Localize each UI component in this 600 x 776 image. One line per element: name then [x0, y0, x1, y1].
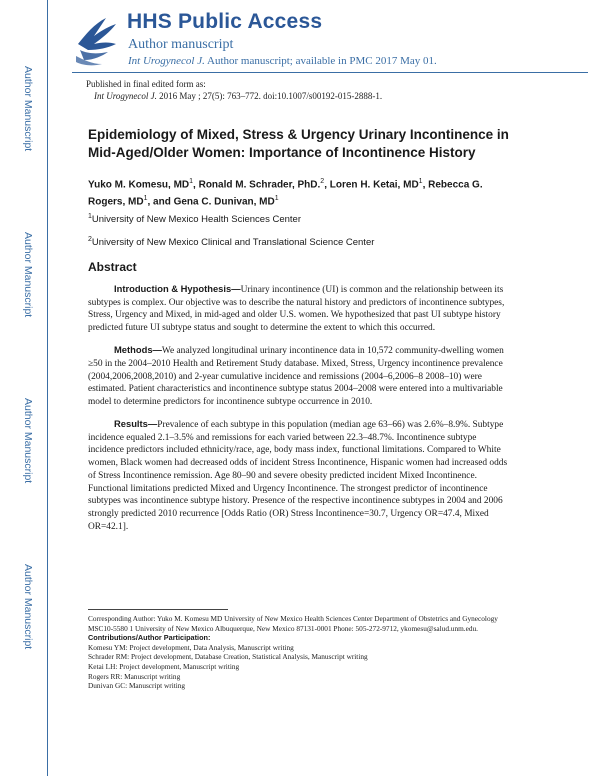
- journal-availability: Author manuscript; available in PMC 2017 May 01.: [204, 55, 437, 67]
- affiliation-text: University of New Mexico Health Sciences Center: [91, 213, 301, 225]
- author-affiliation-mark: 1: [189, 178, 194, 185]
- journal-name: Int Urogynecol J.: [128, 55, 205, 67]
- publication-info: [86, 78, 382, 102]
- contribution-item: Komesu YM: Project development, Data Analysis, Manuscript writing: [88, 642, 294, 652]
- affiliation: [88, 233, 510, 249]
- article-content: [88, 126, 510, 543]
- contribution-item: Schrader RM: Project development, Database Creation, Statistical Analysis, Manuscript writing: [88, 652, 368, 662]
- abstract-methods: [88, 344, 510, 409]
- author-affiliation-mark: 1: [143, 194, 148, 202]
- abstract-section-lead: Introduction & Hypothesis—: [114, 282, 241, 294]
- contribution-item: Ketai LH: Project development, Manuscript writing: [88, 661, 240, 671]
- abstract-results: [88, 418, 510, 533]
- publication-line: Published in final edited form as:: [86, 79, 206, 89]
- affiliation: [88, 210, 510, 226]
- author-affiliation-mark: 1: [274, 194, 279, 202]
- sidebar-label-author-manuscript: Author Manuscript: [22, 564, 34, 650]
- affiliation-mark: 1: [88, 212, 92, 220]
- abstract-section-text: Prevalence of each subtype in this population (median age 63–66) was 2.6%–8.9%. Subtype incidence equaled 2.1–3.5% and remissions for each varied between 22.3–48.7%. Incontinence subtype incidence predictors included ethnicity/race, age, body mass index, functional limitations. Compared to White women, Black women had decreased odds of incident Stress Incontinence, Hispanic women had increased odds of Stress Incontinence remission. Age 80–90 and severe obesity predicted incident Mixed Incontinence. Functional limitations predicted Mixed and Urgency Incontinence. The strongest predictor of incontinence subtypes was incontinence subtype history. Presence of the respective incontinence subtypes in 2004 and 2006 strongly predicted 2010 recurrence [Odds Ratio (OR) Stress Incontinence=30.7, Urgency OR=47.4, Mixed OR=42.1].: [88, 420, 508, 532]
- author-affiliation-mark: 2: [320, 178, 325, 185]
- author-separator: , and: [147, 196, 174, 208]
- abstract-section-lead: Results—: [114, 418, 158, 430]
- sidebar-label-author-manuscript: Author Manuscript: [22, 66, 34, 152]
- author-name: Rebecca G. Rogers, MD: [88, 179, 483, 208]
- hhs-title: HHS Public Access: [127, 10, 323, 33]
- author-name: Yuko M. Komesu, MD: [88, 179, 190, 191]
- header: [72, 12, 592, 74]
- contribution-item: Dunivan GC: Manuscript writing: [88, 681, 186, 691]
- citation-journal: Int Urogynecol J.: [94, 91, 157, 101]
- hhs-subtitle: Author manuscript: [128, 37, 234, 52]
- sidebar-label-author-manuscript: Author Manuscript: [22, 232, 34, 318]
- author-separator: ,: [193, 179, 199, 191]
- publication-citation: [86, 90, 382, 102]
- author-separator: ,: [422, 179, 429, 191]
- author-separator: ,: [324, 179, 330, 191]
- footnotes: [88, 609, 508, 691]
- affiliation-text: University of New Mexico Clinical and Translational Science Center: [91, 236, 375, 248]
- corresponding-author: Corresponding Author: Yuko M. Komesu MD University of New Mexico Health Sciences Center Department of Obstetrics and Gynecology MSC10-5580 1 University of New Mexico Albuquerque, New Mexico 87131-0001 Phone: 505-272-9712, ykomesu@salud.unm.edu.: [88, 614, 498, 633]
- sidebar-label-author-manuscript: Author Manuscript: [22, 398, 34, 484]
- abstract-section-lead: Methods—: [114, 344, 162, 356]
- article-title: Epidemiology of Mixed, Stress & Urgency Urinary Incontinence in Mid-Aged/Older Women: Importance of Incontinence History: [88, 127, 509, 160]
- contributions-heading: Contributions/Author Participation:: [88, 633, 211, 643]
- contribution-item: Rogers RR: Manuscript writing: [88, 671, 181, 681]
- citation-details: 2016 May ; 27(5): 763–772. doi:10.1007/s00192-015-2888-1.: [156, 91, 383, 101]
- author-name: Ronald M. Schrader, PhD.: [198, 179, 321, 191]
- footnote-divider: [88, 609, 228, 610]
- affiliation-mark: 2: [88, 235, 92, 243]
- abstract-heading: Abstract: [88, 259, 137, 274]
- sidebar: [0, 0, 58, 776]
- abstract-section-text: We analyzed longitudinal urinary incontinence data in 10,572 community-dwelling women ≥50 in the 2004–2010 Health and Retirement Study database. Mixed, Stress, Urgency incontinence prevalence (2004,2006,2008,2010) and 2-year cumulative incidence and remissions (2004–6,2006–8 2008–10) were estimated. Patient characteristics and incontinence subtype status 2004–2008 were entered into a multivariable model to determine predictors for incontinence subtype occurrence in 2010.: [88, 346, 504, 407]
- author-name: Loren H. Ketai, MD: [329, 179, 419, 191]
- author-list: [88, 175, 510, 209]
- author-name: Gena C. Dunivan, MD: [173, 196, 275, 208]
- abstract-section-text: Urinary incontinence (UI) is common and the relationship between its subtypes is complex. Our objective was to describe the natural history and predictors of incontinence subtypes, Stress, Urgency and Mixed, in mid-aged and older U.S. women. We hypothesized that past UI subtype history predicted future UI subtype status and sought to determine the extent to which this occurred.: [88, 284, 505, 334]
- author-affiliation-mark: 1: [418, 178, 423, 185]
- header-divider: [72, 72, 588, 73]
- sidebar-rule: [47, 0, 48, 776]
- hhs-journal-line: [128, 55, 437, 67]
- hhs-eagle-logo-icon: [72, 14, 120, 66]
- abstract-introduction: [88, 283, 510, 335]
